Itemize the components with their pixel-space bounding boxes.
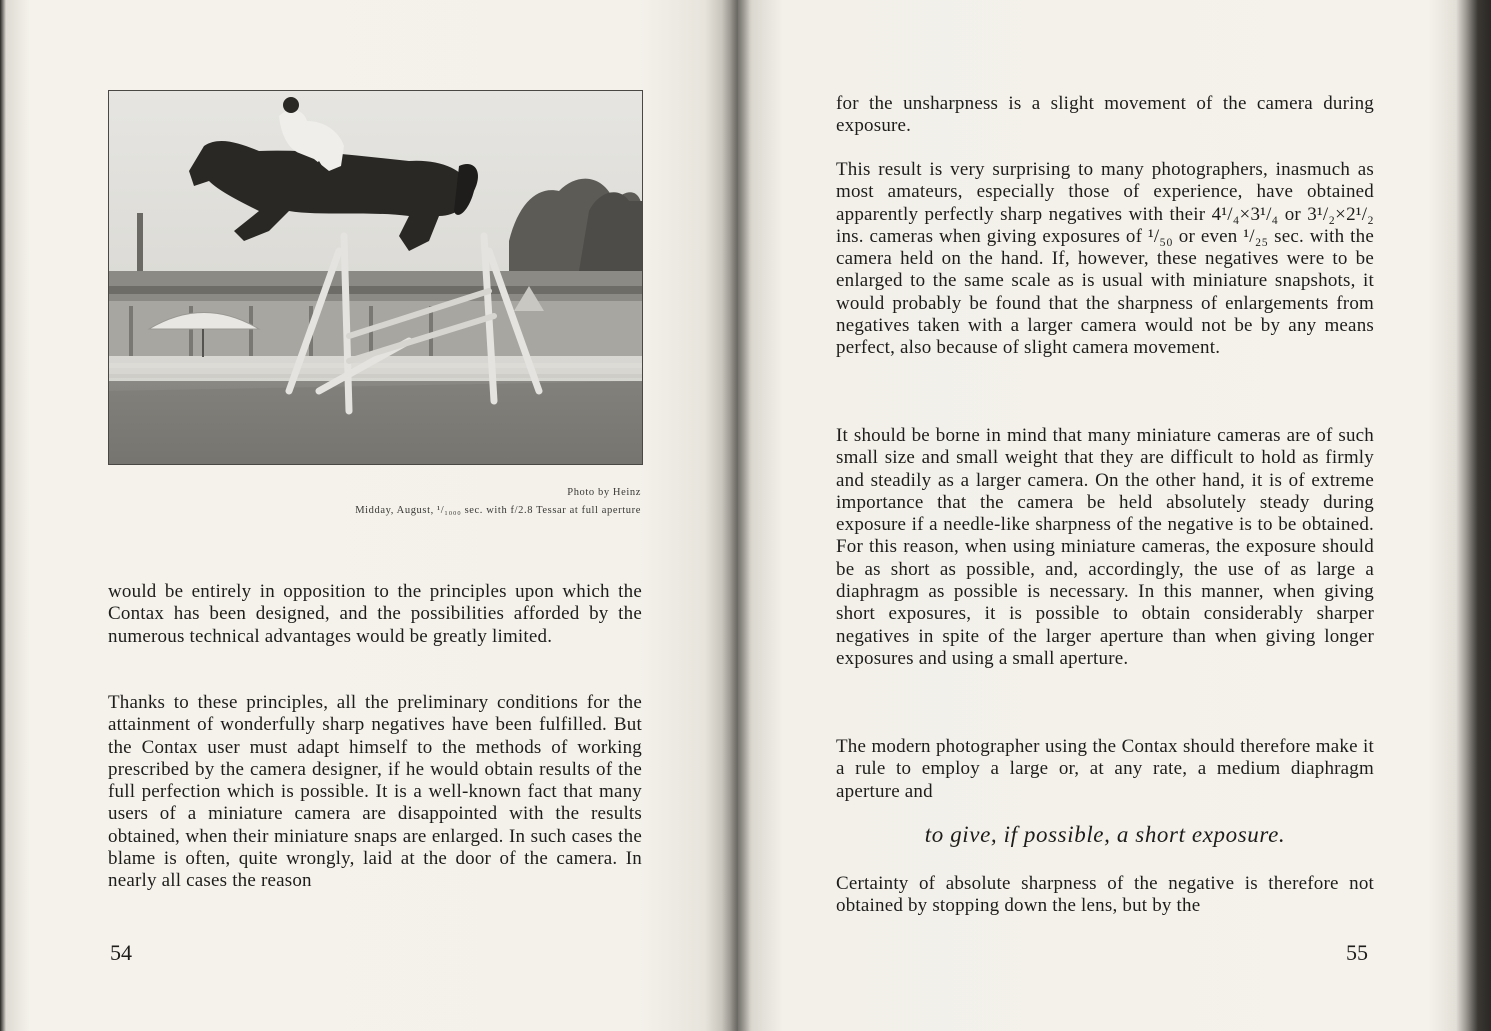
right-paragraph-5: Certainty of absolute sharpness of the negative is therefore not obtained by stopping down the lens, but by the — [836, 873, 1374, 917]
book-gutter — [722, 0, 752, 1031]
emphasized-statement: to give, if possible, a short exposure. — [924, 822, 1286, 847]
page-number-right: 55 — [1346, 940, 1368, 965]
right-paragraph-4: The modern photographer using the Contax should therefore make it a rule to employ a large or, at any rate, a medium diaphragm aperture and — [836, 736, 1374, 802]
photo-credit: Photo by Heinz — [567, 487, 641, 498]
right-paragraph-3: It should be borne in mind that many miniature cameras are of such small size and small weight that they are difficult to hold as firmly and steadily as a larger camera. On the other hand, it is of extreme importance that the camera be held absolutely steady during exposure if a needle-like sharpness of the negative is to be obtained. For this reason, when using miniature cameras, the exposure should be as short as possible, and, accordingly, the use of as large a diaphragm as possible is necessary. In this manner, when giving short exposures, it is possible to obtain considerably sharper negatives in spite of the larger aperture than when giving longer exposures and using a small aperture. — [836, 425, 1374, 669]
right-paragraph-2: This result is very surprising to many photographers, inasmuch as most amateurs, especially those of experience, have obtained apparently perfectly sharp negatives with their 4¹/₄×3¹/₄ or 3¹/₂×2¹/₂ ins. cameras when giving exposures of ¹/₅₀ or even ¹/₂₅ sec. with the camera held on the hand. If, however, these negatives were to be enlarged to the same scale as is usual with miniature snapshots, it would probably be found that the sharpness of enlargements from negatives taken with a larger camera would not be by any means perfect, also because of slight camera movement. — [836, 159, 1374, 359]
horse-jumping-photo — [108, 90, 643, 465]
page-number-left: 54 — [110, 940, 132, 965]
left-paragraph-2: Thanks to these principles, all the preliminary conditions for the attainment of wonderfully sharp negatives have been fulfilled. But the Contax user must adapt himself to the methods of working prescribed by the camera designer, if he would obtain results of the full perfection which is possible. It is a well-known fact that many users of a miniature camera are disappointed with the results obtained, when their miniature snaps are enlarged. In such cases the blame is often, quite wrongly, laid at the door of the camera. In nearly all cases the reason — [108, 692, 642, 892]
right-paragraph-1: for the unsharpness is a slight movement of the camera during exposure. — [836, 93, 1374, 137]
left-paragraph-1: would be entirely in opposition to the principles upon which the Contax has been designed, and the possibilities afforded by the numerous technical advantages would be greatly limited. — [108, 581, 642, 647]
photo-caption: Midday, August, ¹/₁₀₀₀ sec. with f/2.8 Tessar at full aperture — [355, 505, 641, 516]
